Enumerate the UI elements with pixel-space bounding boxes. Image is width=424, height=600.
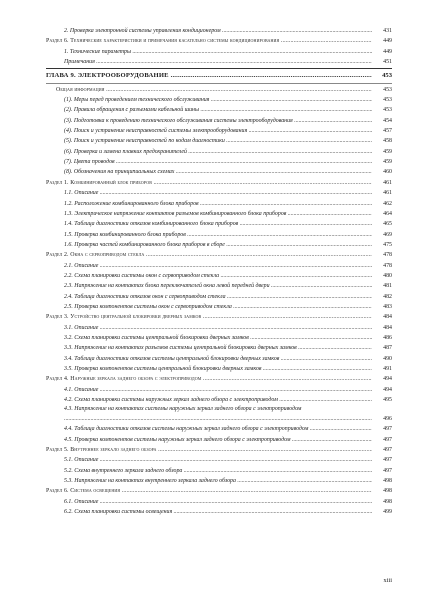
toc-entry [46,424,392,434]
toc-entry-title: Раздел 3. Устройство центральной блокировки дверных замков ..... [46,312,372,322]
toc-entry-title: (5). Поиск и устранение неисправностей по кодам диагностики ..... [46,136,372,146]
toc-entry-page: 490 [383,355,392,362]
toc-entry-title: (3). Подготовка к проведению технического обслуживания системы электрооборудования ..... [46,116,372,126]
toc-entry-page: 453 [383,97,392,104]
toc-entry-title: 2.5. Проверка компонентов системы окон с сервоприводом стекла ..... [46,302,372,312]
toc-entry-page: 469 [383,231,392,238]
toc-section-entry [46,445,392,455]
toc-entry-page: 487 [383,345,392,352]
toc-entry [46,57,392,67]
toc-entry-title: 1.1. Описание ..... [46,188,372,198]
toc-entry-title: (2). Правила обращения с разъемами кабельной шины ..... [46,105,372,115]
toc-entry-page: 451 [383,59,392,66]
toc-entry-title: Раздел 5. Внутреннее зеркало заднего обзора ..... [46,445,372,455]
toc-section-entry [46,250,392,260]
toc-entry [46,240,392,250]
toc-entry-page: 459 [383,159,392,166]
toc-entry-title: 1.4. Таблица диагностики отказов комбинированного блока приборов ..... [46,219,372,229]
toc-section-entry [46,178,392,188]
toc-top-section [46,26,392,67]
toc-entry [46,230,392,240]
toc-entry-page: 431 [383,28,392,34]
toc-entry [46,157,392,167]
toc-entry-page: 453 [383,86,392,93]
toc-entry-title: (7). Цвета проводов ..... [46,157,372,167]
toc-entry-page: 478 [383,262,392,269]
toc-entry-page: 495 [383,397,392,404]
toc-entry-title: Раздел 1. Комбинированный блок приборов ..... [46,178,372,188]
toc-entry-page: 498 [383,478,392,485]
toc-entry-title: 4.1. Описание ..... [46,385,372,395]
toc-entry [46,323,392,333]
toc-entry-page: 461 [383,179,392,186]
toc-entry [46,435,392,445]
toc-entry-title: Раздел 4. Наружные зеркала заднего обзора с электроприводом ..... [46,374,372,384]
toc-entry [46,281,392,291]
toc-entry [46,167,392,177]
toc-entry [46,455,392,465]
toc-entry-title: Общая информация ..... [46,85,372,95]
chapter-heading [46,71,392,81]
toc-entry-page: 465 [383,221,392,228]
toc-entry-title: 1. Технические параметры ..... [46,47,372,57]
toc-entry-title: (6). Проверка и замена плавких предохранителей ..... [46,147,372,157]
toc-entry-page: 482 [383,293,392,300]
toc-entry-title: 1.6. Проверка частей комбинированного блока приборов в сборе ..... [46,240,372,250]
toc-entry-title: 3.1. Описание ..... [46,323,372,333]
toc-entry-title: Раздел 2. Окна с сервоприводом стекла ..... [46,250,372,260]
toc-entry-page: 494 [383,386,392,393]
toc-entry-page: 454 [383,117,392,124]
toc-entry [46,354,392,364]
toc-entry-title: 2.2. Схема планировки системы окон с сервоприводом стекла ..... [46,271,372,281]
chapter-divider-bottom [46,83,392,84]
toc-entry-page: 497 [383,467,392,474]
toc-entry-title: Раздел 6. Технические характеристики и примечания касательно системы кондиционирования ..... [46,36,372,46]
chapter-divider-top [46,68,392,69]
toc-general-entry [46,85,392,95]
toc-entry-title: 3.3. Напряжение на контактах разъемов системы центральной блокировки дверных замков ..... [46,343,372,353]
toc-entry-title: 1.5. Проверка комбинированного блока приборов ..... [46,230,372,240]
toc-entry [46,466,392,476]
toc-entry [46,292,392,302]
toc-entry-title: (4). Поиск и устранение неисправностей системы электрооборудования ..... [46,126,372,136]
toc-entry-title: 6.1. Описание ..... [46,497,372,507]
toc-chapter-entries [46,85,392,518]
toc-entry [46,497,392,507]
toc-entry [46,95,392,105]
page-number: xiii [383,577,392,584]
toc-entry-title: 4.2. Схема планировки системы наружных зеркал заднего обзора с электроприводом ..... [46,395,372,405]
toc-entry [46,116,392,126]
toc-entry [46,136,392,146]
toc-entry-page: 497 [383,447,392,454]
toc-entry-page: 464 [383,210,392,217]
toc-entry-page: 499 [383,509,392,516]
table-of-contents [46,26,392,517]
toc-entry-title: 2.1. Описание ..... [46,261,372,271]
toc-entry-page: 462 [383,200,392,207]
toc-entry-page: 481 [383,283,392,290]
toc-entry-title: 3.5. Проверка компонентов системы центральной блокировки дверных замков ..... [46,364,372,374]
toc-section-entry [46,312,392,322]
toc-entry-title: Раздел 6. Система освещения ..... [46,486,372,496]
toc-entry [46,188,392,198]
toc-entry [46,333,392,343]
toc-entry-title: 6.2. Схема планировки системы освещения ..... [46,507,372,517]
toc-entry [46,147,392,157]
toc-entry-page: 459 [383,148,392,155]
toc-entry [46,209,392,219]
toc-entry [46,343,392,353]
toc-entry [46,219,392,229]
toc-entry-page: 498 [383,488,392,495]
toc-entry [46,261,392,271]
toc-entry-page: 484 [383,324,392,331]
toc-entry-title: 4.3. Напряжение на контактах системы наружных зеркал заднего обзора с электроприводом [64,406,302,413]
toc-entry-page: 496 [383,415,392,422]
toc-entry-page: 458 [383,138,392,145]
toc-section-entry [46,374,392,384]
toc-section-entry [46,486,392,496]
toc-entry-page: 460 [383,169,392,176]
toc-entry [46,271,392,281]
toc-entry-page: 475 [383,241,392,248]
toc-entry-title: (8). Обозначения на принципиальных схемах ..... [46,167,372,177]
toc-entry-title: 3.2. Схема планировки системы центральной блокировки дверных замков ..... [46,333,372,343]
toc-entry [46,476,392,486]
toc-entry-page: 497 [383,426,392,433]
toc-entry-title: Примечания ..... [46,57,372,67]
toc-entry [46,26,392,36]
toc-entry-title: 5.1. Описание ..... [46,455,372,465]
toc-entry [46,364,392,374]
toc-leader-dots [64,415,372,425]
toc-entry-page: 497 [383,457,392,464]
toc-entry-title: (1). Меры перед проведением технического обслуживания ..... [46,95,372,105]
toc-entry-page: 497 [383,436,392,443]
toc-entry [46,405,392,424]
toc-entry-page: 457 [383,128,392,135]
toc-entry-page: 453 [383,107,392,114]
toc-entry-title: 3.4. Таблица диагностики отказов системы центральной блокировки дверных замков ..... [46,354,372,364]
toc-entry-title: 5.2. Схема внутреннего зеркала заднего обзора ..... [46,466,372,476]
toc-entry-page: 480 [383,272,392,279]
toc-entry [46,126,392,136]
toc-entry [46,385,392,395]
toc-entry-title: 2.3. Напряжение на контактах блока переключателей окна левой передней двери ..... [46,281,372,291]
toc-entry-title: 2.4. Таблица диагностики отказов окон с сервоприводом стекла ..... [46,292,372,302]
toc-entry-page: 449 [383,38,392,45]
toc-entry-title: 4.4. Таблица диагностики отказов системы наружных зеркал заднего обзора с электроприводом ..... [46,424,372,434]
toc-section-entry [46,36,392,46]
toc-entry-page: 478 [383,252,392,259]
toc-entry [46,302,392,312]
toc-entry-title: 1.3. Электрическое напряжение контактов разъемов комбинированного блока приборов ..... [46,209,372,219]
toc-entry-page: 483 [383,303,392,310]
toc-entry-title: 1.2. Расположение комбинированного блока приборов ..... [46,199,372,209]
toc-entry [46,105,392,115]
toc-entry-page: 498 [383,498,392,505]
chapter-page: 453 [382,72,392,80]
toc-entry [46,199,392,209]
toc-entry-page: 494 [383,376,392,383]
toc-entry-page: 486 [383,334,392,341]
toc-entry [46,47,392,57]
toc-entry [46,507,392,517]
toc-entry [46,395,392,405]
toc-entry-page: 449 [383,48,392,55]
toc-entry-title: 4.5. Проверка компонентов системы наружных зеркал заднего обзора с электроприводом ..... [46,435,372,445]
chapter-title: ГЛАВА 9. ЭЛЕКТРООБОРУДОВАНИЕ ..... [46,71,372,81]
toc-entry-page: 484 [383,314,392,321]
toc-entry-page: 491 [383,366,392,372]
toc-entry-page: 461 [383,190,392,197]
toc-entry-title: 2. Проверка электронной системы управления кондиционером ..... [46,26,372,36]
toc-entry-title: 5.3. Напряжение на контактах внутреннего зеркала заднего обзора ..... [46,476,372,486]
